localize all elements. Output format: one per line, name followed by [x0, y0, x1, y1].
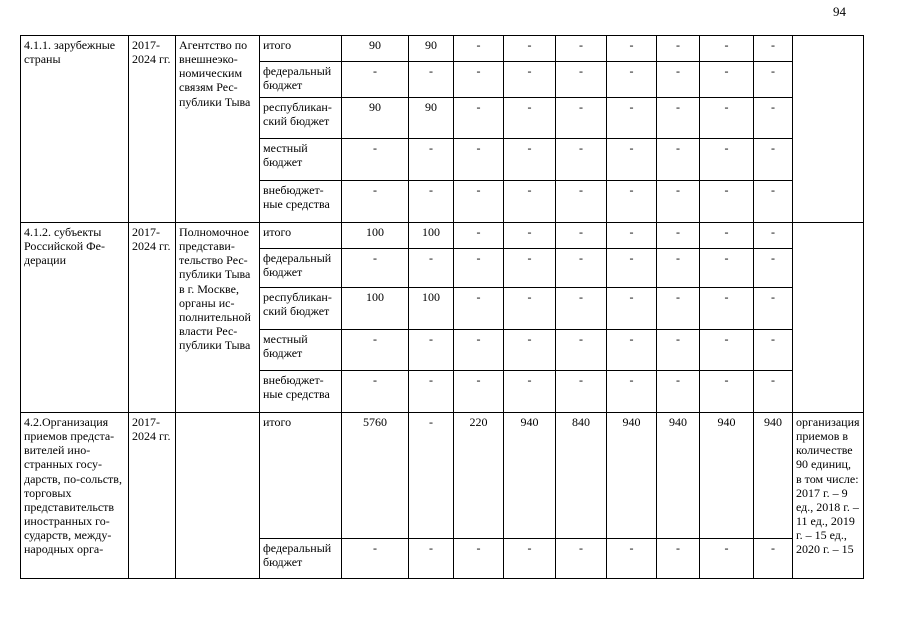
measure-name: 4.1.2. субъекты Российской Фе-дерации: [21, 223, 129, 413]
source-label: республикан-ский бюджет: [260, 288, 342, 330]
value-cell: -: [700, 223, 754, 249]
value-cell: -: [454, 36, 504, 62]
value-cell: -: [556, 139, 607, 181]
value-cell: 940: [657, 413, 700, 539]
value-cell: 90: [409, 98, 454, 139]
value-cell: -: [342, 139, 409, 181]
value-cell: -: [504, 36, 556, 62]
measure-period: 2017-2024 гг.: [129, 413, 176, 579]
value-cell: -: [409, 539, 454, 579]
value-cell: -: [607, 223, 657, 249]
value-cell: -: [342, 539, 409, 579]
budget-table: [20, 35, 864, 579]
value-cell: -: [700, 539, 754, 579]
value-cell: -: [504, 181, 556, 223]
value-cell: -: [754, 249, 793, 288]
value-cell: -: [342, 330, 409, 371]
value-cell: -: [409, 371, 454, 413]
source-label: местный бюджет: [260, 330, 342, 371]
source-label: федеральный бюджет: [260, 539, 342, 579]
source-label: итого: [260, 36, 342, 62]
value-cell: -: [504, 223, 556, 249]
value-cell: -: [556, 330, 607, 371]
value-cell: -: [607, 36, 657, 62]
value-cell: -: [700, 139, 754, 181]
value-cell: -: [409, 249, 454, 288]
value-cell: -: [657, 62, 700, 98]
value-cell: -: [504, 139, 556, 181]
value-cell: -: [556, 249, 607, 288]
value-cell: -: [342, 62, 409, 98]
page-number: 94: [833, 4, 846, 19]
value-cell: -: [504, 98, 556, 139]
value-cell: -: [504, 539, 556, 579]
value-cell: -: [700, 371, 754, 413]
measure-name: 4.1.1. зарубежные страны: [21, 36, 129, 223]
value-cell: -: [657, 223, 700, 249]
measure-name: 4.2.Организация приемов предста-вителей ино-странных госу-дарств, по-сольств, торговых представительств иностранных го-сударств, между-народных орга-: [21, 413, 129, 579]
value-cell: -: [754, 139, 793, 181]
source-label: итого: [260, 413, 342, 539]
value-cell: 940: [607, 413, 657, 539]
value-cell: -: [409, 62, 454, 98]
value-cell: -: [657, 330, 700, 371]
source-label: внебюджет-ные средства: [260, 371, 342, 413]
value-cell: 100: [409, 288, 454, 330]
value-cell: -: [700, 181, 754, 223]
value-cell: -: [700, 330, 754, 371]
value-cell: -: [607, 371, 657, 413]
value-cell: 100: [342, 288, 409, 330]
value-cell: -: [556, 371, 607, 413]
value-cell: -: [454, 330, 504, 371]
value-cell: -: [754, 288, 793, 330]
value-cell: -: [504, 330, 556, 371]
source-label: федеральный бюджет: [260, 249, 342, 288]
value-cell: 90: [342, 36, 409, 62]
value-cell: -: [409, 330, 454, 371]
value-cell: 840: [556, 413, 607, 539]
value-cell: -: [454, 539, 504, 579]
value-cell: -: [454, 288, 504, 330]
source-label: итого: [260, 223, 342, 249]
value-cell: -: [657, 181, 700, 223]
value-cell: -: [556, 36, 607, 62]
value-cell: -: [657, 539, 700, 579]
source-label: федеральный бюджет: [260, 62, 342, 98]
value-cell: -: [556, 539, 607, 579]
value-cell: -: [556, 181, 607, 223]
value-cell: -: [754, 330, 793, 371]
measure-period: 2017-2024 гг.: [129, 223, 176, 413]
value-cell: -: [754, 181, 793, 223]
value-cell: -: [607, 62, 657, 98]
value-cell: 90: [342, 98, 409, 139]
value-cell: -: [556, 223, 607, 249]
expected-result: [793, 223, 864, 413]
value-cell: 940: [700, 413, 754, 539]
value-cell: -: [754, 62, 793, 98]
value-cell: 940: [504, 413, 556, 539]
value-cell: -: [556, 62, 607, 98]
measure-period: 2017-2024 гг.: [129, 36, 176, 223]
value-cell: -: [754, 98, 793, 139]
value-cell: -: [607, 181, 657, 223]
value-cell: -: [409, 413, 454, 539]
value-cell: -: [607, 249, 657, 288]
value-cell: -: [454, 181, 504, 223]
value-cell: -: [504, 249, 556, 288]
value-cell: -: [657, 288, 700, 330]
value-cell: 5760: [342, 413, 409, 539]
value-cell: -: [657, 249, 700, 288]
value-cell: -: [454, 223, 504, 249]
value-cell: -: [607, 539, 657, 579]
value-cell: -: [342, 181, 409, 223]
table-row: [21, 223, 864, 249]
table-row: [21, 413, 864, 539]
value-cell: -: [409, 139, 454, 181]
value-cell: -: [556, 98, 607, 139]
value-cell: -: [657, 98, 700, 139]
expected-result: [793, 36, 864, 223]
value-cell: -: [700, 36, 754, 62]
value-cell: -: [504, 288, 556, 330]
value-cell: -: [556, 288, 607, 330]
value-cell: -: [754, 223, 793, 249]
value-cell: -: [700, 62, 754, 98]
value-cell: -: [657, 139, 700, 181]
value-cell: -: [342, 371, 409, 413]
value-cell: -: [754, 36, 793, 62]
measure-executor: [176, 413, 260, 579]
table-row: [21, 36, 864, 62]
value-cell: -: [454, 98, 504, 139]
value-cell: 100: [342, 223, 409, 249]
value-cell: -: [607, 98, 657, 139]
expected-result: организация приемов в количестве 90 единиц, в том числе: 2017 г. – 9 ед., 2018 г. – 11 ед., 2019 г. – 15 ед., 2020 г. – 15: [793, 413, 864, 579]
value-cell: -: [409, 181, 454, 223]
value-cell: -: [454, 249, 504, 288]
measure-executor: Полномочное представи-тельство Рес-публики Тыва в г. Москве, органы ис-полнительной власти Рес-публики Тыва: [176, 223, 260, 413]
value-cell: -: [504, 62, 556, 98]
source-label: внебюджет-ные средства: [260, 181, 342, 223]
value-cell: 940: [754, 413, 793, 539]
value-cell: -: [454, 139, 504, 181]
value-cell: -: [607, 139, 657, 181]
value-cell: -: [454, 371, 504, 413]
value-cell: -: [754, 371, 793, 413]
source-label: местный бюджет: [260, 139, 342, 181]
value-cell: -: [657, 371, 700, 413]
value-cell: -: [607, 330, 657, 371]
measure-executor: Агентство по внешнеэко-номическим связям Рес-публики Тыва: [176, 36, 260, 223]
value-cell: -: [700, 249, 754, 288]
value-cell: -: [657, 36, 700, 62]
value-cell: 90: [409, 36, 454, 62]
value-cell: -: [342, 249, 409, 288]
value-cell: -: [700, 98, 754, 139]
value-cell: -: [754, 539, 793, 579]
value-cell: -: [454, 62, 504, 98]
value-cell: -: [700, 288, 754, 330]
value-cell: 220: [454, 413, 504, 539]
source-label: республикан-ский бюджет: [260, 98, 342, 139]
value-cell: -: [607, 288, 657, 330]
value-cell: 100: [409, 223, 454, 249]
value-cell: -: [504, 371, 556, 413]
